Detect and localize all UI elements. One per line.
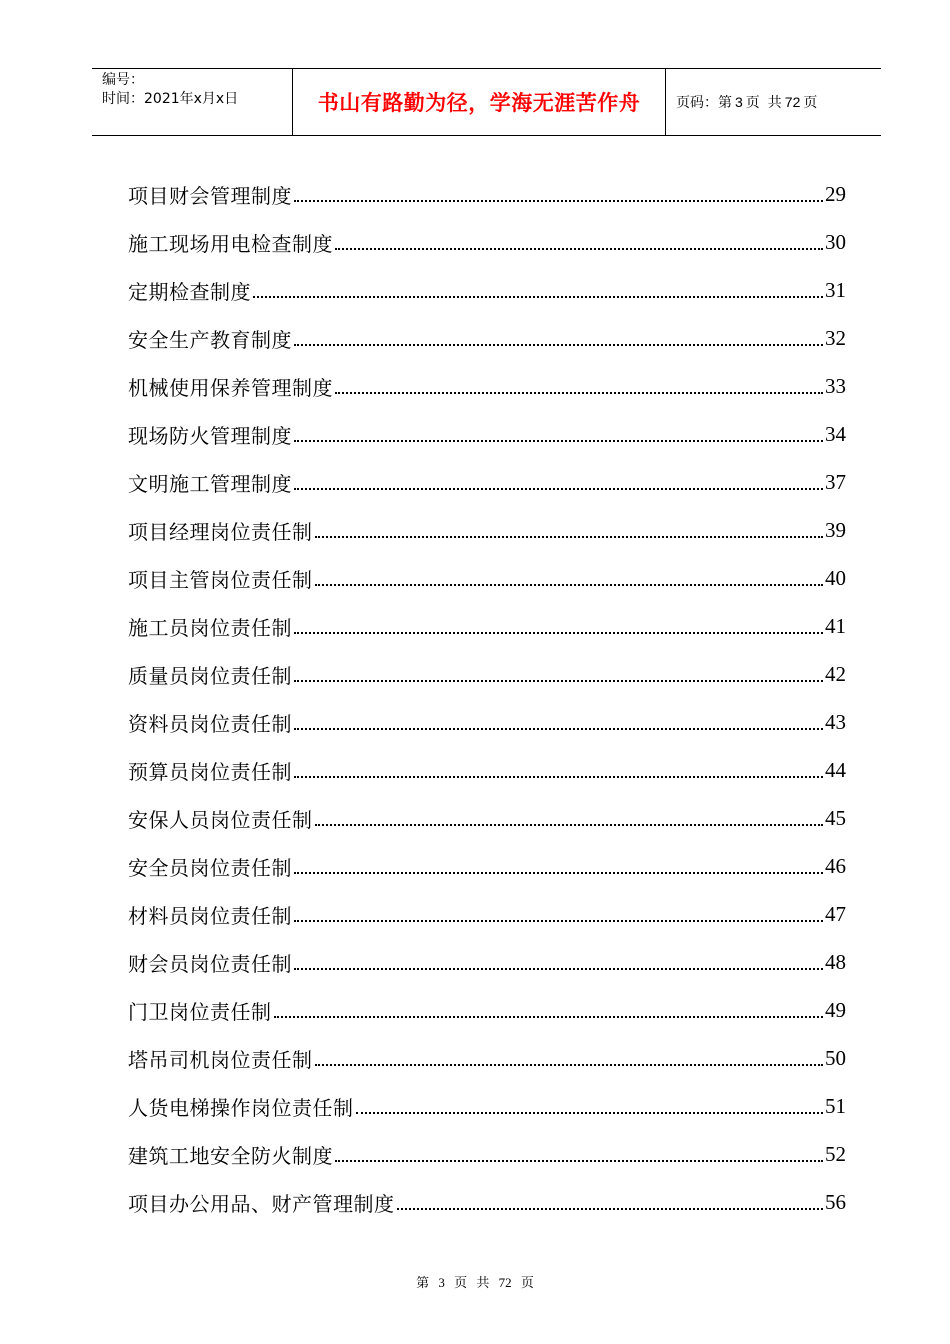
toc-entry-page: 39 bbox=[825, 517, 846, 542]
page-unit: 页 bbox=[745, 95, 760, 111]
toc-entry[interactable] bbox=[128, 1130, 846, 1178]
toc-entry[interactable] bbox=[128, 314, 846, 362]
toc-dot-leader bbox=[294, 968, 823, 970]
toc-dot-leader bbox=[315, 824, 824, 826]
toc-entry-title: 项目财会管理制度 bbox=[128, 183, 292, 208]
toc-entry-title: 定期检查制度 bbox=[128, 279, 251, 304]
toc-dot-leader bbox=[335, 1160, 823, 1162]
toc-entry-page: 44 bbox=[825, 757, 846, 782]
page-footer: 第 3 页 共 72 页 bbox=[416, 1275, 534, 1290]
total-number: 72 bbox=[784, 94, 801, 110]
toc-entry-page: 32 bbox=[825, 325, 846, 350]
page-number: 3 bbox=[735, 94, 743, 110]
toc-entry[interactable] bbox=[128, 362, 846, 410]
toc-entry-title: 安保人员岗位责任制 bbox=[128, 807, 313, 832]
total-unit: 页 bbox=[803, 95, 818, 111]
toc-dot-leader bbox=[335, 392, 823, 394]
toc-entry[interactable] bbox=[128, 410, 846, 458]
toc-dot-leader bbox=[315, 1064, 824, 1066]
toc-dot-leader bbox=[294, 632, 823, 634]
toc-entry-title: 预算员岗位责任制 bbox=[128, 759, 292, 784]
header-motto: 书山有路勤为径，学海无涯苦作舟 bbox=[293, 69, 666, 135]
toc-entry-title: 资料员岗位责任制 bbox=[128, 711, 292, 736]
toc-dot-leader bbox=[294, 440, 823, 442]
toc-entry[interactable] bbox=[128, 1082, 846, 1130]
toc-dot-leader bbox=[397, 1208, 824, 1210]
page-label: 页码：第 bbox=[676, 95, 732, 111]
toc-dot-leader bbox=[294, 488, 823, 490]
toc-entry[interactable] bbox=[128, 506, 846, 554]
document-time-label: 时间：2021年x月x日 bbox=[102, 91, 239, 107]
toc-entry-page: 29 bbox=[825, 181, 846, 206]
toc-dot-leader bbox=[294, 920, 823, 922]
toc-dot-leader bbox=[315, 536, 824, 538]
toc-entry-page: 31 bbox=[825, 277, 846, 302]
toc-entry[interactable] bbox=[128, 938, 846, 986]
toc-entry-title: 安全生产教育制度 bbox=[128, 327, 292, 352]
toc-entry[interactable] bbox=[128, 890, 846, 938]
toc-entry-title: 建筑工地安全防火制度 bbox=[128, 1143, 333, 1168]
table-of-contents bbox=[128, 170, 846, 1226]
toc-entry-title: 施工员岗位责任制 bbox=[128, 615, 292, 640]
toc-entry[interactable] bbox=[128, 986, 846, 1034]
toc-entry[interactable] bbox=[128, 266, 846, 314]
toc-entry[interactable] bbox=[128, 218, 846, 266]
toc-entry[interactable] bbox=[128, 1034, 846, 1082]
toc-entry-page: 42 bbox=[825, 661, 846, 686]
toc-entry-page: 50 bbox=[825, 1045, 846, 1070]
toc-dot-leader bbox=[294, 200, 823, 202]
total-label: 共 bbox=[767, 95, 782, 111]
toc-entry-title: 财会员岗位责任制 bbox=[128, 951, 292, 976]
toc-entry[interactable] bbox=[128, 170, 846, 218]
toc-dot-leader bbox=[253, 296, 823, 298]
toc-entry-page: 37 bbox=[825, 469, 846, 494]
toc-entry-title: 项目主管岗位责任制 bbox=[128, 567, 313, 592]
toc-dot-leader bbox=[294, 680, 823, 682]
toc-entry[interactable] bbox=[128, 842, 846, 890]
toc-entry-page: 33 bbox=[825, 373, 846, 398]
toc-entry-page: 40 bbox=[825, 565, 846, 590]
toc-dot-leader bbox=[294, 776, 823, 778]
toc-entry-title: 门卫岗位责任制 bbox=[128, 999, 272, 1024]
toc-dot-leader bbox=[294, 728, 823, 730]
header-meta bbox=[92, 69, 293, 135]
header-page-info bbox=[666, 69, 881, 135]
toc-entry-title: 安全员岗位责任制 bbox=[128, 855, 292, 880]
toc-dot-leader bbox=[356, 1112, 824, 1114]
toc-entry-page: 56 bbox=[825, 1189, 846, 1214]
toc-entry[interactable] bbox=[128, 1178, 846, 1226]
toc-entry-page: 51 bbox=[825, 1093, 846, 1118]
toc-entry[interactable] bbox=[128, 794, 846, 842]
toc-entry-title: 质量员岗位责任制 bbox=[128, 663, 292, 688]
toc-entry-title: 人货电梯操作岗位责任制 bbox=[128, 1095, 354, 1120]
toc-entry[interactable] bbox=[128, 602, 846, 650]
toc-dot-leader bbox=[274, 1016, 824, 1018]
toc-entry-page: 47 bbox=[825, 901, 846, 926]
toc-entry-page: 30 bbox=[825, 229, 846, 254]
toc-entry-title: 材料员岗位责任制 bbox=[128, 903, 292, 928]
toc-entry-page: 34 bbox=[825, 421, 846, 446]
toc-entry[interactable] bbox=[128, 698, 846, 746]
document-number-label: 编号： bbox=[102, 72, 144, 88]
toc-dot-leader bbox=[294, 344, 823, 346]
toc-entry-page: 46 bbox=[825, 853, 846, 878]
toc-entry-title: 项目经理岗位责任制 bbox=[128, 519, 313, 544]
toc-entry-page: 43 bbox=[825, 709, 846, 734]
toc-dot-leader bbox=[335, 248, 823, 250]
toc-entry[interactable] bbox=[128, 746, 846, 794]
toc-entry-page: 52 bbox=[825, 1141, 846, 1166]
toc-dot-leader bbox=[315, 584, 824, 586]
toc-entry-title: 项目办公用品、财产管理制度 bbox=[128, 1191, 395, 1216]
toc-entry-title: 塔吊司机岗位责任制 bbox=[128, 1047, 313, 1072]
toc-entry[interactable] bbox=[128, 554, 846, 602]
toc-entry-title: 机械使用保养管理制度 bbox=[128, 375, 333, 400]
toc-entry-page: 45 bbox=[825, 805, 846, 830]
toc-entry-page: 48 bbox=[825, 949, 846, 974]
toc-entry[interactable] bbox=[128, 458, 846, 506]
toc-entry-title: 文明施工管理制度 bbox=[128, 471, 292, 496]
toc-dot-leader bbox=[294, 872, 823, 874]
toc-entry-page: 41 bbox=[825, 613, 846, 638]
toc-entry-page: 49 bbox=[825, 997, 846, 1022]
toc-entry-title: 施工现场用电检查制度 bbox=[128, 231, 333, 256]
toc-entry[interactable] bbox=[128, 650, 846, 698]
document-header bbox=[92, 68, 881, 136]
toc-entry-title: 现场防火管理制度 bbox=[128, 423, 292, 448]
